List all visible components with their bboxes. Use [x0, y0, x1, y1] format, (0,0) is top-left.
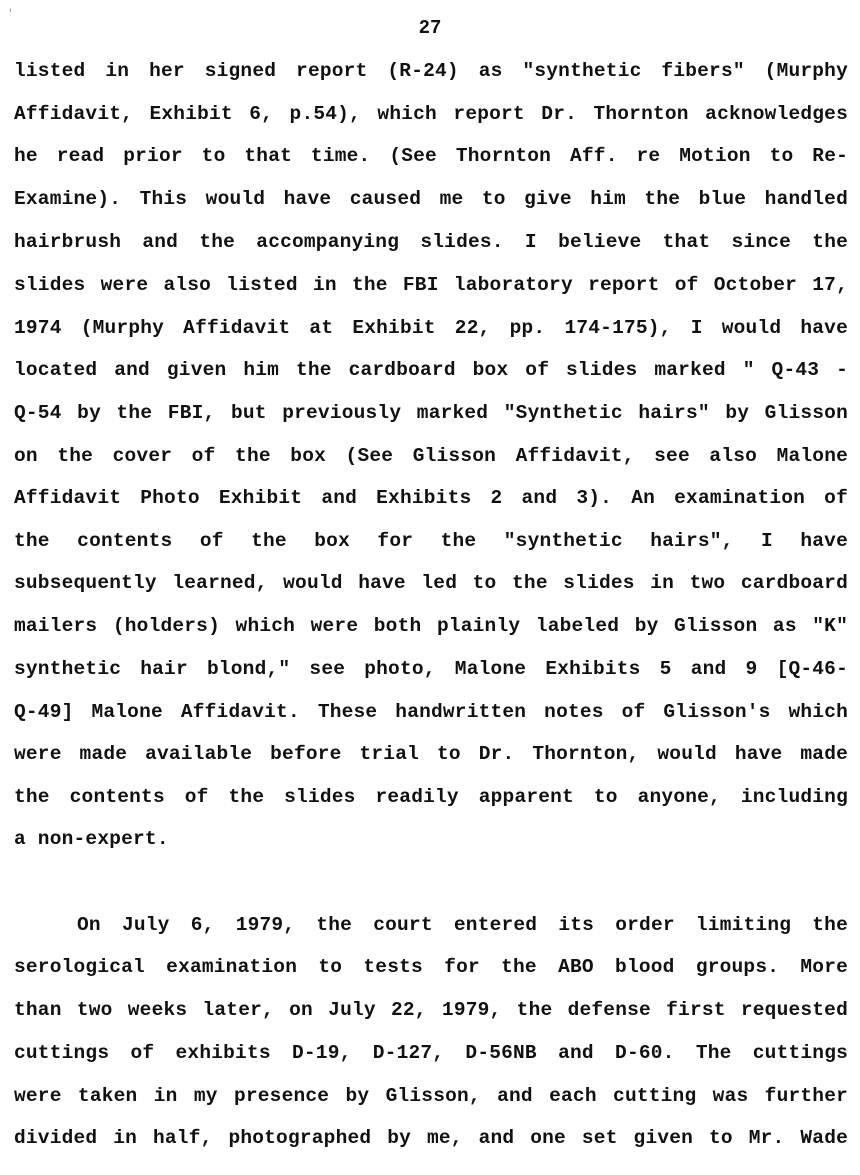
text-line: divided in half, photographed by me, and one set given to Mr. Wade: [14, 1127, 848, 1149]
text-line: Affidavit, Exhibit 6, p.54), which report Dr. Thornton acknowledges: [14, 103, 848, 125]
text-line: subsequently learned, would have led to the slides in two cardboard: [14, 572, 848, 594]
text-line: synthetic hair blond," see photo, Malone Exhibits 5 and 9 [Q-46-: [14, 658, 848, 680]
text-line: were made available before trial to Dr. Thornton, would have made: [14, 743, 848, 765]
text-line: on the cover of the box (See Glisson Affidavit, see also Malone: [14, 445, 848, 467]
text-line: serological examination to tests for the ABO blood groups. More: [14, 956, 848, 978]
text-line: Examine). This would have caused me to give him the blue handled: [14, 188, 848, 210]
text-line: Affidavit Photo Exhibit and Exhibits 2 and 3). An examination of: [14, 487, 848, 509]
text-line: hairbrush and the accompanying slides. I believe that since the: [14, 231, 848, 253]
text-line: slides were also listed in the FBI laboratory report of October 17,: [14, 274, 848, 296]
text-line: Q-49] Malone Affidavit. These handwritten notes of Glisson's which: [14, 701, 848, 723]
page-number: 27: [418, 17, 442, 39]
text-line: On July 6, 1979, the court entered its order limiting the: [77, 914, 848, 936]
text-line: a non-expert.: [14, 828, 169, 850]
text-line: mailers (holders) which were both plainly labeled by Glisson as "K": [14, 615, 848, 637]
text-line: the contents of the slides readily apparent to anyone, including: [14, 786, 848, 808]
text-line: he read prior to that time. (See Thornton Aff. re Motion to Re-: [14, 145, 848, 167]
text-line: Q-54 by the FBI, but previously marked "Synthetic hairs" by Glisson: [14, 402, 848, 424]
text-line: the contents of the box for the "synthetic hairs", I have: [14, 530, 848, 552]
corner-mark: ᵗ: [8, 8, 13, 17]
text-line: 1974 (Murphy Affidavit at Exhibit 22, pp. 174-175), I would have: [14, 317, 848, 339]
text-line: cuttings of exhibits D-19, D-127, D-56NB and D-60. The cuttings: [14, 1042, 848, 1064]
text-line: were taken in my presence by Glisson, and each cutting was further: [14, 1085, 848, 1107]
text-line: than two weeks later, on July 22, 1979, the defense first requested: [14, 999, 848, 1021]
text-line: located and given him the cardboard box of slides marked " Q-43 -: [14, 359, 848, 381]
text-line: listed in her signed report (R-24) as "synthetic fibers" (Murphy: [14, 60, 848, 82]
